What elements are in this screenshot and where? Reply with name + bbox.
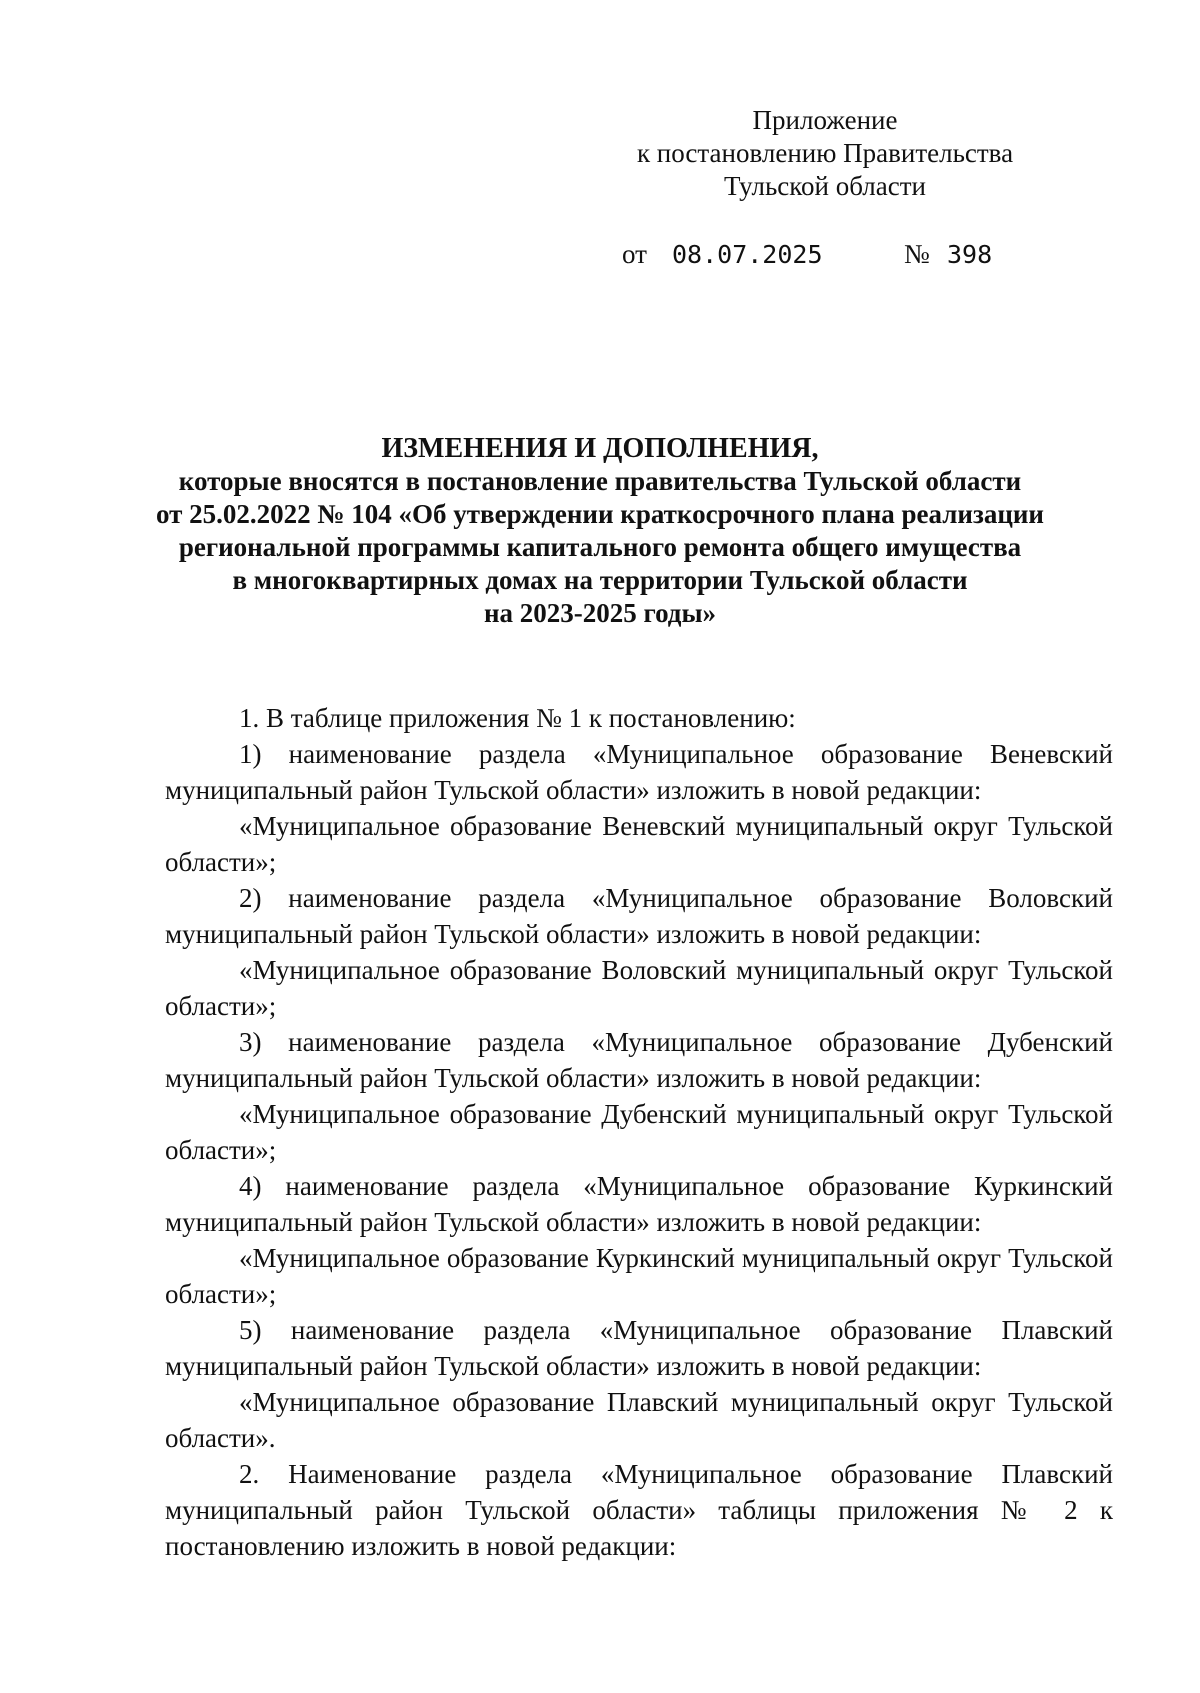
resolution-reference — [622, 238, 1042, 271]
paragraph: «Муниципальное образование Веневский муниципальный округ Тульской области»; — [165, 811, 1113, 877]
paragraph: 5) наименование раздела «Муниципальное образование Плавский муниципальный район Тульской области» изложить в новой редакции: — [165, 1315, 1113, 1381]
from-label: от — [622, 239, 647, 269]
paragraph: «Муниципальное образование Плавский муниципальный округ Тульской области». — [165, 1387, 1113, 1453]
title-line-6: на 2023-2025 годы» — [483, 598, 717, 628]
paragraph: 1) наименование раздела «Муниципальное образование Веневский муниципальный район Тульской области» изложить в новой редакции: — [165, 739, 1113, 805]
title-line-5: в многоквартирных домах на территории Тульской области — [232, 565, 968, 595]
resolution-number: 398 — [947, 240, 993, 269]
resolution-date: 08.07.2025 — [672, 240, 823, 269]
paragraph: 4) наименование раздела «Муниципальное образование Куркинский муниципальный район Тульской области» изложить в новой редакции: — [165, 1171, 1113, 1237]
paragraph: 1. В таблице приложения № 1 к постановлению: — [239, 703, 796, 733]
title-line-3: от 25.02.2022 № 104 «Об утверждении краткосрочного плана реализации — [155, 499, 1044, 529]
appendix-line-3: Тульской области — [724, 171, 926, 201]
appendix-line-1: Приложение — [752, 105, 898, 135]
paragraph: 2) наименование раздела «Муниципальное образование Воловский муниципальный район Тульской области» изложить в новой редакции: — [165, 883, 1113, 949]
title-line-2: которые вносятся в постановление правительства Тульской области — [178, 466, 1022, 496]
number-label: № — [904, 239, 930, 269]
title-line-4: региональной программы капитального ремонта общего имущества — [178, 532, 1022, 562]
paragraph: «Муниципальное образование Дубенский муниципальный округ Тульской области»; — [165, 1099, 1113, 1165]
document-title — [140, 432, 1060, 630]
title-line-1: ИЗМЕНЕНИЯ И ДОПОЛНЕНИЯ, — [381, 433, 819, 464]
paragraph: 2. Наименование раздела «Муниципальное образование Плавский муниципальный район Тульской области» таблицы приложения № 2 к постановлению изложить в новой редакции: — [165, 1459, 1113, 1561]
appendix-header — [590, 104, 1060, 203]
paragraph: «Муниципальное образование Куркинский муниципальный округ Тульской области»; — [165, 1243, 1113, 1309]
paragraph: «Муниципальное образование Воловский муниципальный округ Тульской области»; — [165, 955, 1113, 1021]
appendix-line-2: к постановлению Правительства — [636, 138, 1014, 168]
document-body — [165, 700, 1113, 1564]
paragraph: 3) наименование раздела «Муниципальное образование Дубенский муниципальный район Тульской области» изложить в новой редакции: — [165, 1027, 1113, 1093]
